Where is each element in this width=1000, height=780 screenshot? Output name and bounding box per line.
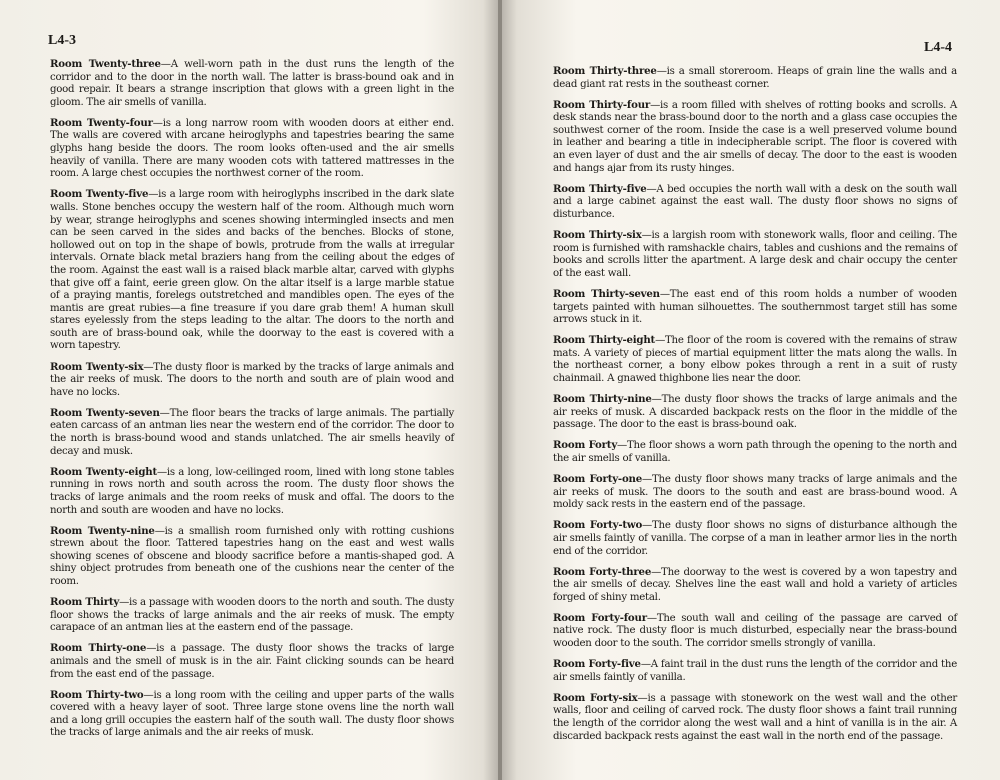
room-title: Room Thirty-one: [50, 642, 147, 655]
room-entry: [50, 407, 454, 458]
room-description: —is a largish room with stonework walls, floor and ceiling. The room is furnished with ramshackle chairs, tables and cushions and the remains of books and scrolls litter the apartment. A large desk and chair occupy the center of the east wall.: [553, 230, 958, 279]
room-title: Room Thirty-three: [553, 65, 657, 77]
room-entry: [553, 65, 957, 91]
room-entry: [553, 692, 957, 743]
room-title: Room Forty-six: [553, 691, 638, 704]
room-title: Room Twenty-eight: [50, 465, 157, 478]
page-label: L4-4: [924, 40, 952, 55]
room-title: Room Twenty-seven: [50, 406, 160, 419]
room-description: —is a smallish room furnished only with rotting cushions strewn about the floor. Tattered tapestries hang on the east and west walls showing scenes of obscene and bloody sacrifice before a mantis-shaped god. A shiny object protrudes from beneath one of the cushions near the center of the room.: [50, 525, 454, 587]
room-title: Room Forty-two: [553, 519, 643, 532]
room-entry-list: [50, 58, 454, 748]
room-title: Room Forty-five: [553, 658, 641, 671]
room-description: —The south wall and ceiling of the passage are carved of native rock. The dusty floor is much disturbed, especially near the brass-bound wooden door to the south. The corridor smells strongly of vanilla.: [553, 612, 957, 650]
room-description: —is a long, low-ceilinged room, lined with long stone tables running in rows north and south across the room. The dusty floor shows the tracks of large animals and the room reeks of musk and offal. The doors to the north and south are wooden and have no locks.: [50, 466, 455, 516]
room-entry: [553, 334, 957, 385]
room-description: —The doorway to the west is covered by a won tapestry and the air smells of decay. Shelves line the east wall and hold a variety of articles forged of shiny metal.: [553, 566, 957, 603]
right-page: [502, 0, 1000, 780]
room-description: —is a passage with wooden doors to the north and south. The dusty floor shows the tracks of large animals and the air reeks of musk. The empty carapace of an antman lies at the eastern end of the passage.: [50, 597, 454, 634]
room-description: —is a large room with heiroglyphs inscribed in the dark slate walls. Stone benches occupy the western half of the room. Although much worn by wear, strange heiroglyphs and scenes showing intermingled insects and men can be seen carved in the sides and backs of the benches. Blocks of stone, hollowed out on top in the shape of bowls, protrude from the walls at irregular intervals. Ornate black metal braziers hang from the ceiling about the edges of the room. Against the east wall is a raised black marble altar, carved with glyphs that give off a faint, eerie green glow. On the altar itself is a large marble statue of a praying mantis, forelegs outstretched and mandibles open. The eyes of the mantis are great rubies—a fine treasure if you dare grab them! A human skull stares eyelessly from the steps leading to the altar. The doors to the north and south are of brass-bound oak, while the doorway to the east is covered with a worn tapestry.: [50, 189, 454, 352]
room-description: —is a passage with stonework on the west wall and the other walls, floor and ceiling of carved rock. The dusty floor shows a faint trail running the length of the corridor along the west wall and a hint of vanilla is in the air. A discarded backpack rests against the east wall in the north end of the passage.: [553, 692, 957, 742]
room-entry: [50, 596, 454, 635]
room-title: Room Thirty: [50, 596, 120, 609]
room-entry: [553, 658, 957, 684]
left-page: [0, 0, 498, 780]
room-title: Room Thirty-nine: [553, 393, 652, 406]
room-description: —is a long narrow room with wooden doors at either end. The walls are covered with arcane heiroglyphs and tapestries bearing the same glyphs hang beside the doors. The room looks often-used and the air smells heavily of vanilla. There are many wooden cots with tattered mattresses in the room. A large chest occupies the northwest corner of the room.: [50, 117, 454, 180]
room-description: —A bed occupies the north wall with a desk on the south wall and a large cabinet against the east wall. The dusty floor shows no signs of disturbance.: [553, 183, 957, 220]
room-entry: [50, 525, 454, 589]
room-description: —The floor of the room is covered with the remains of straw mats. A variety of pieces of martial equipment litter the mats along the walls. In the northeast corner, a bony elbow pokes through a rent in a suit of rusty chainmail. A gnawed thighbone lies near the door.: [553, 335, 957, 384]
room-description: —The dusty floor shows many tracks of large animals and the air reeks of musk. The doors to the south and east are brass-bound wood. A moldy sack rests in the eastern end of the passage.: [553, 474, 957, 511]
room-entry: [553, 439, 957, 465]
room-description: —is a long room with the ceiling and upper parts of the walls covered with a heavy layer of soot. Three large stone ovens line the north wall and a long grill occupies the eastern half of the south wall. The dusty floor shows the tracks of large animals and the air reeks of musk.: [50, 689, 454, 739]
room-entry: [553, 393, 957, 432]
room-description: —A well-worn path in the dust runs the length of the corridor and to the door in the north wall. The latter is brass-bound oak and in good repair. It bears a strange inscription that glows with a green light in the gloom. The air smells of vanilla.: [50, 59, 454, 108]
room-description: —The dusty floor is marked by the tracks of large animals and the air reeks of musk. The doors to the north and south are of plain wood and have no locks.: [50, 361, 454, 398]
room-title: Room Forty: [553, 439, 618, 452]
room-title: Room Twenty-six: [50, 360, 144, 373]
room-title: Room Twenty-three: [50, 58, 161, 70]
room-title: Room Twenty-nine: [50, 524, 155, 537]
room-title: Room Thirty-four: [553, 98, 651, 111]
room-title: Room Thirty-five: [553, 182, 647, 195]
room-title: Room Thirty-six: [553, 229, 642, 242]
room-title: Room Forty-three: [553, 565, 652, 578]
room-description: —is a small storeroom. Heaps of grain line the walls and a dead giant rat rests in the southeast corner.: [553, 66, 957, 90]
room-title: Room Forty-four: [553, 611, 647, 624]
room-entry: [50, 58, 454, 109]
room-entry: [50, 188, 454, 353]
room-description: —The floor shows a worn path through the opening to the north and the air smells of vanilla.: [553, 440, 957, 464]
room-description: —is a room filled with shelves of rotting books and scrolls. A desk stands near the brass-bound door to the north and a glass case occupies the southwest corner of the room. Inside the case is a well preserved volume bound in leather and bearing a title in indecipherable script. The floor is covered with an even layer of dust and the air smells of decay. The door to the east is wooden and hangs ajar from its rusty hinges.: [553, 99, 958, 174]
room-description: —The east end of this room holds a number of wooden targets painted with human silhouettes. The southernmost target still has some arrows stuck in it.: [553, 288, 957, 326]
room-entry: [553, 612, 957, 651]
room-title: Room Thirty-two: [50, 688, 144, 701]
room-entry: [553, 99, 957, 176]
room-entry: [50, 689, 454, 740]
room-title: Room Forty-one: [553, 473, 643, 486]
room-title: Room Twenty-four: [50, 116, 153, 129]
room-title: Room Twenty-five: [50, 188, 149, 201]
room-entry-list: [553, 65, 957, 751]
room-entry: [50, 361, 454, 400]
room-title: Room Thirty-eight: [553, 334, 656, 347]
room-entry: [553, 566, 957, 605]
room-title: Room Thirty-seven: [553, 287, 660, 300]
room-entry: [50, 466, 454, 517]
room-entry: [553, 183, 957, 222]
room-description: —The dusty floor shows the tracks of large animals and the air reeks of musk. A discarded backpack rests on the floor in the middle of the passage. The door to the east is brass-bound oak.: [553, 394, 957, 431]
room-entry: [553, 473, 957, 512]
room-entry: [553, 519, 957, 558]
room-description: —The floor bears the tracks of large animals. The partially eaten carcass of an antman lies near the western end of the corridor. The door to the north is brass-bound wood and stands unlatched. The air smells heavily of decay and musk.: [50, 407, 454, 457]
room-entry: [50, 117, 454, 181]
room-description: —is a passage. The dusty floor shows the tracks of large animals and the smell of musk is in the air. Faint clicking sounds can be heard from the east end of the passage.: [50, 643, 454, 680]
page-label: L4-3: [48, 33, 76, 48]
room-description: —A faint trail in the dust runs the length of the corridor and the air smells faintly of vanilla.: [553, 659, 957, 683]
room-entry: [553, 229, 957, 280]
room-description: —The dusty floor shows no signs of disturbance although the air smells faintly of vanilla. The corpse of a man in leather armor lies in the north end of the corridor.: [553, 520, 957, 557]
room-entry: [553, 288, 957, 327]
room-entry: [50, 642, 454, 681]
